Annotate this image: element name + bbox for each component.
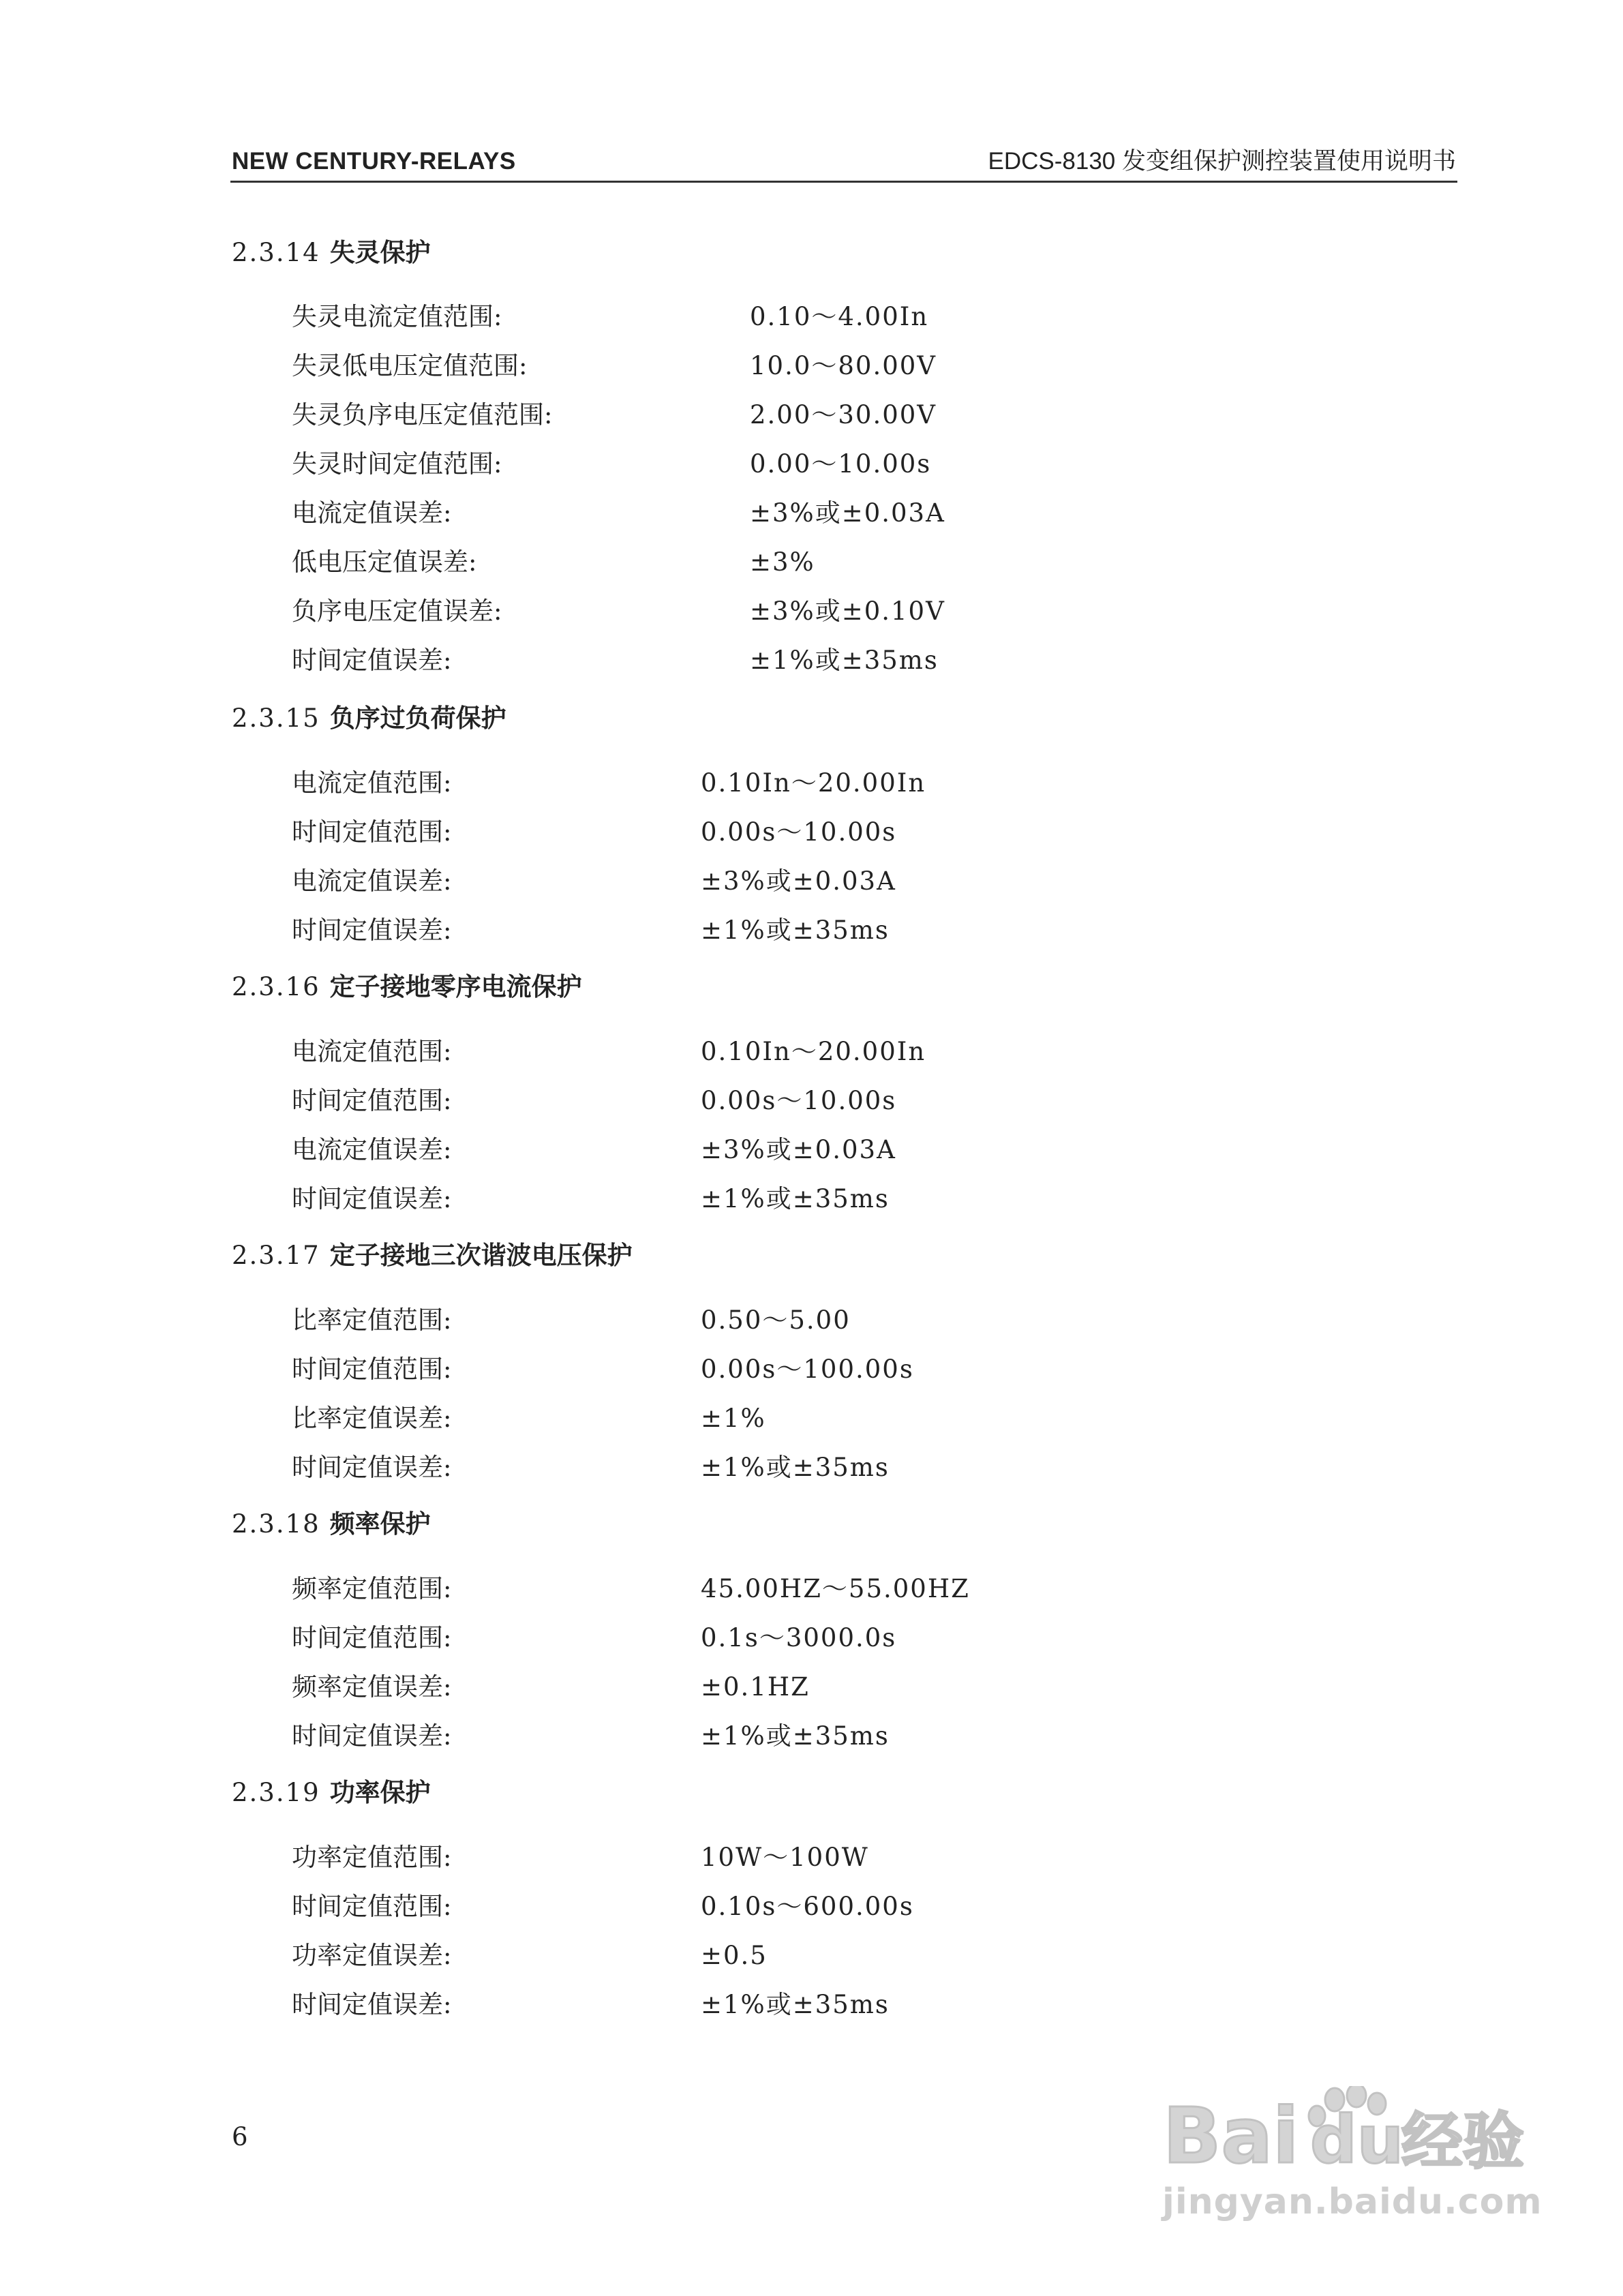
section-title-2-3-17 <box>232 1238 633 1273</box>
row-value: ±1%或±35ms <box>701 916 890 945</box>
row-label: 负序电压定值误差: <box>292 596 502 626</box>
row-value: ±1%或±35ms <box>701 1990 890 2019</box>
row-label: 时间定值范围: <box>292 1892 452 1921</box>
section-number: 2.3.17 <box>232 1241 320 1270</box>
row-label: 电流定值范围: <box>292 1037 452 1066</box>
row-value: 0.10s～600.00s <box>701 1892 914 1921</box>
row-value: ±3%或±0.03A <box>701 866 896 896</box>
section-heading: 功率保护 <box>329 1777 431 1807</box>
row-label: 比率定值范围: <box>292 1305 452 1335</box>
page-number: 6 <box>232 2122 248 2151</box>
section-title-2-3-14 <box>232 235 431 270</box>
header-document-title: EDCS-8130 发变组保护测控装置使用说明书 <box>988 148 1456 175</box>
row-label: 时间定值范围: <box>292 1623 452 1652</box>
section-heading: 失灵保护 <box>329 237 431 267</box>
svg-text:经验: 经验 <box>1401 2106 1524 2175</box>
row-value: ±1% <box>701 1404 766 1433</box>
row-value: ±0.1HZ <box>701 1672 810 1702</box>
baidu-jingyan-watermark-logo <box>1159 2086 1541 2175</box>
row-label: 功率定值范围: <box>292 1843 452 1872</box>
row-value: ±3%或±0.10V <box>750 596 945 626</box>
row-value: ±3% <box>750 547 815 577</box>
row-value: 0.00s～100.00s <box>701 1355 914 1384</box>
row-value: ±3%或±0.03A <box>750 498 945 528</box>
section-title-2-3-19 <box>232 1775 431 1810</box>
row-label: 时间定值误差: <box>292 1453 452 1482</box>
row-label: 失灵时间定值范围: <box>292 449 502 479</box>
row-label: 频率定值误差: <box>292 1672 452 1702</box>
row-value: 0.10In～20.00In <box>701 768 926 798</box>
row-label: 时间定值误差: <box>292 1990 452 2019</box>
row-value: ±0.5 <box>701 1941 768 1970</box>
row-label: 时间定值误差: <box>292 1184 452 1213</box>
row-value: ±1%或±35ms <box>701 1453 890 1482</box>
row-label: 低电压定值误差: <box>292 547 477 577</box>
row-value: 10W～100W <box>701 1843 869 1872</box>
section-number: 2.3.15 <box>232 704 320 733</box>
header-company-name: NEW CENTURY-RELAYS <box>232 148 516 175</box>
row-value: ±1%或±35ms <box>701 1184 890 1213</box>
row-value: 0.50～5.00 <box>701 1305 851 1335</box>
row-label: 失灵负序电压定值范围: <box>292 400 553 429</box>
section-number: 2.3.19 <box>232 1778 320 1807</box>
header-divider <box>230 181 1457 183</box>
section-title-2-3-18 <box>232 1507 431 1541</box>
row-label: 时间定值误差: <box>292 916 452 945</box>
row-label: 频率定值范围: <box>292 1574 452 1603</box>
row-label: 比率定值误差: <box>292 1404 452 1433</box>
row-label: 时间定值范围: <box>292 817 452 847</box>
watermark-url: jingyan.baidu.com <box>1162 2181 1543 2222</box>
row-value: 0.10～4.00In <box>750 302 929 331</box>
row-value: 2.00～30.00V <box>750 400 937 429</box>
svg-text:Bai: Bai <box>1163 2092 1299 2175</box>
section-number: 2.3.18 <box>232 1509 320 1539</box>
row-label: 失灵电流定值范围: <box>292 302 502 331</box>
svg-text:du: du <box>1310 2102 1404 2175</box>
row-value: 0.00s～10.00s <box>701 817 897 847</box>
row-value: 45.00HZ～55.00HZ <box>701 1574 970 1603</box>
row-label: 电流定值误差: <box>292 1135 452 1164</box>
row-label: 电流定值误差: <box>292 498 452 528</box>
row-label: 电流定值误差: <box>292 866 452 896</box>
section-title-2-3-15 <box>232 701 506 736</box>
row-value: 0.10In～20.00In <box>701 1037 926 1066</box>
row-value: 0.1s～3000.0s <box>701 1623 897 1652</box>
row-value: 0.00s～10.00s <box>701 1086 897 1115</box>
row-label: 功率定值误差: <box>292 1941 452 1970</box>
row-label: 时间定值范围: <box>292 1086 452 1115</box>
row-label: 时间定值误差: <box>292 646 452 675</box>
row-label: 电流定值范围: <box>292 768 452 798</box>
row-value: ±1%或±35ms <box>701 1721 890 1751</box>
section-heading: 频率保护 <box>329 1509 431 1539</box>
row-label: 时间定值误差: <box>292 1721 452 1751</box>
section-number: 2.3.14 <box>232 238 320 267</box>
row-label: 失灵低电压定值范围: <box>292 351 528 380</box>
section-heading: 定子接地零序电流保护 <box>329 971 582 1001</box>
row-value: 0.00～10.00s <box>750 449 932 479</box>
section-number: 2.3.16 <box>232 972 320 1001</box>
row-value: ±1%或±35ms <box>750 646 939 675</box>
row-value: 10.0～80.00V <box>750 351 937 380</box>
section-heading: 负序过负荷保护 <box>329 703 506 733</box>
section-heading: 定子接地三次谐波电压保护 <box>329 1240 633 1270</box>
row-label: 时间定值范围: <box>292 1355 452 1384</box>
row-value: ±3%或±0.03A <box>701 1135 896 1164</box>
section-title-2-3-16 <box>232 969 582 1004</box>
